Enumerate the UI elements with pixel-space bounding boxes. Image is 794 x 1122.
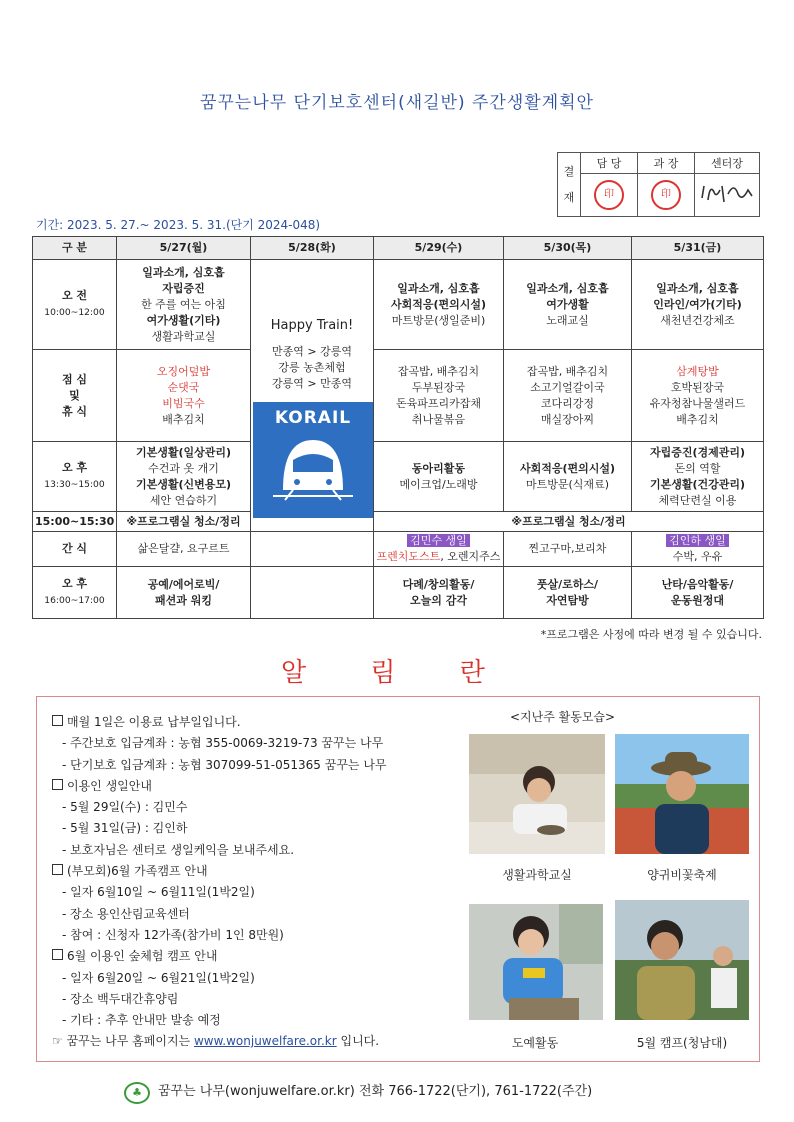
cell-wed-snack bbox=[374, 532, 504, 567]
photo-camp bbox=[615, 900, 749, 1020]
notice-sub: - 장소 백두대간휴양림 bbox=[62, 991, 179, 1006]
notice-sub: - 주간보호 입금계좌 : 농협 355-0069-3219-73 꿈꾸는 나무 bbox=[62, 736, 384, 751]
row-label-cleanup: 15:00~15:30 bbox=[33, 512, 117, 532]
line: 취나물볶음 bbox=[411, 412, 466, 426]
cell-fri-snack bbox=[632, 532, 764, 567]
homepage-line bbox=[52, 1031, 452, 1052]
seal-icon: 印 bbox=[594, 180, 624, 210]
stamp-staff bbox=[581, 174, 638, 217]
day-header: 5/30(목) bbox=[504, 237, 632, 260]
line: 다례/창의활동/ bbox=[402, 577, 475, 591]
checkbox-square-icon bbox=[52, 864, 63, 875]
line: 풋살/로하스/ bbox=[536, 577, 599, 591]
line: 패션과 워킹 bbox=[155, 593, 212, 607]
approval-gyeol: 결 bbox=[563, 164, 575, 178]
stamp-manager bbox=[638, 174, 695, 217]
line: 수건과 옷 개기 bbox=[148, 461, 219, 475]
cell-thu-morning bbox=[504, 260, 632, 350]
line: 자연탐방 bbox=[546, 593, 589, 607]
notice-sub: - 일자 6월10일 ~ 6월11일(1박2일) bbox=[62, 885, 255, 900]
line: 호박된장국 bbox=[670, 380, 725, 394]
notice-sub: - 5월 31일(금) : 김인하 bbox=[62, 821, 188, 836]
notice-head bbox=[52, 946, 452, 967]
line: 기본생활(일상관리) bbox=[135, 445, 232, 459]
line: 공예/에어로빅/ bbox=[147, 577, 220, 591]
label: 오 후 bbox=[61, 461, 88, 474]
cell-wed-lunch bbox=[374, 350, 504, 442]
photo-poppy-festival bbox=[615, 734, 749, 854]
table-header-row bbox=[33, 237, 764, 260]
line: 삼계탕밥 bbox=[676, 364, 719, 378]
cell-mon-morning bbox=[117, 260, 251, 350]
notice-sub: - 보호자님은 센터로 생일케익을 보내주세요. bbox=[62, 842, 295, 857]
line: 사회적응(편의시설) bbox=[519, 461, 616, 475]
korail-text: KORAIL bbox=[274, 408, 352, 428]
notice-text: 이용인 생일안내 bbox=[67, 778, 152, 793]
label: 오 전 bbox=[61, 289, 88, 302]
cell-mon-snack: 삶은달걀, 요구르트 bbox=[117, 532, 251, 567]
page-title: 꿈꾸는나무 단기보호센터(새길반) 주간생활계획안 bbox=[200, 93, 594, 113]
notice-text: (부모회)6월 가족캠프 안내 bbox=[67, 864, 208, 879]
line: 돈의 역할 bbox=[674, 461, 721, 475]
cell-tue-snack bbox=[251, 532, 374, 567]
row-label-morning bbox=[33, 260, 117, 350]
line: 잡곡밥, 배추김치 bbox=[397, 364, 480, 378]
cell-thu-pm2 bbox=[504, 567, 632, 619]
cell-fri-pm2 bbox=[632, 567, 764, 619]
table-row bbox=[33, 350, 764, 442]
line: 사회적응(편의시설) bbox=[390, 297, 487, 311]
notice-sub: - 기타 : 추후 안내만 발송 예정 bbox=[62, 1013, 221, 1028]
line: 메이크업/노래방 bbox=[399, 477, 478, 491]
cell-thu-snack: 찐고구마,보리차 bbox=[504, 532, 632, 567]
line: 기본생활(신변용모) bbox=[135, 477, 232, 491]
line: 돈육파프리카잡채 bbox=[395, 396, 481, 410]
notice-sub: - 일자 6월20일 ~ 6월21일(1박2일) bbox=[62, 970, 255, 985]
role-manager: 과 장 bbox=[638, 153, 695, 174]
route-line: 만종역 > 강릉역 bbox=[272, 345, 352, 358]
train-icon bbox=[263, 430, 363, 502]
notice-sub: - 장소 용인산림교육센터 bbox=[62, 906, 190, 921]
line: 인라인/여가(기타) bbox=[653, 297, 742, 311]
table-row bbox=[33, 532, 764, 567]
line: 배추김치 bbox=[676, 412, 719, 426]
day-header: 5/28(화) bbox=[251, 237, 374, 260]
homepage-link[interactable]: www.wonjuwelfare.or.kr bbox=[193, 1034, 337, 1049]
cell-wed-afternoon bbox=[374, 442, 504, 512]
line: 순댓국 bbox=[167, 380, 200, 394]
cell-tue-pm2 bbox=[251, 567, 374, 619]
line: 동아리활동 bbox=[411, 461, 466, 475]
signature-icon bbox=[698, 180, 756, 206]
checkbox-square-icon bbox=[52, 715, 63, 726]
cell-mon-pm2 bbox=[117, 567, 251, 619]
notice-head bbox=[52, 776, 452, 797]
photo-caption: 생활과학교실 bbox=[502, 868, 572, 882]
line: 체력단련실 이용 bbox=[658, 493, 737, 507]
line: 여가생활 bbox=[546, 297, 589, 311]
notice-head bbox=[52, 861, 452, 882]
photo-caption: 도예활동 bbox=[511, 1036, 559, 1050]
notice-list bbox=[52, 712, 452, 1053]
notice-sub: - 참여 : 신청자 12가족(참가비 1인 8만원) bbox=[62, 927, 284, 942]
line: 잡곡밥, 배추김치 bbox=[526, 364, 609, 378]
table-row bbox=[33, 260, 764, 350]
approval-jae: 재 bbox=[563, 190, 575, 204]
tree-logo-icon: ♣ bbox=[124, 1082, 150, 1104]
line: 매실장아찌 bbox=[540, 412, 595, 426]
line: 일과소개, 심호흡 bbox=[526, 281, 609, 295]
label: 오 후 bbox=[61, 577, 88, 590]
line: 오징어덮밥 bbox=[156, 364, 211, 378]
line: 오늘의 감각 bbox=[410, 593, 467, 607]
line: 여가생활(기타) bbox=[146, 313, 221, 327]
header-label: 구 분 bbox=[33, 237, 117, 260]
day-header: 5/31(금) bbox=[632, 237, 764, 260]
line: 자립증진 bbox=[162, 281, 205, 295]
notice-sub: - 5월 29일(수) : 김민수 bbox=[62, 800, 188, 815]
line: 노래교실 bbox=[546, 313, 589, 327]
line: 마트방문(식재료) bbox=[526, 477, 609, 491]
line: 기본생활(건강관리) bbox=[649, 477, 746, 491]
birthday-highlight: 김인하 생일 bbox=[666, 534, 729, 547]
route-line: 강릉 농촌체험 bbox=[278, 361, 346, 374]
role-director: 센터장 bbox=[695, 153, 760, 174]
table-row bbox=[33, 512, 764, 532]
cell-wed-morning bbox=[374, 260, 504, 350]
label: 점 심 bbox=[61, 372, 88, 386]
checkbox-square-icon bbox=[52, 949, 63, 960]
row-label-snack: 간 식 bbox=[33, 532, 117, 567]
line: 생활과학교실 bbox=[151, 329, 216, 343]
row-label-pm2 bbox=[33, 567, 117, 619]
line: 일과소개, 심호흡 bbox=[142, 265, 225, 279]
cell-fri-lunch bbox=[632, 350, 764, 442]
notice-head bbox=[52, 712, 452, 733]
line: 두부된장국 bbox=[411, 380, 466, 394]
route-line: 강릉역 > 만종역 bbox=[272, 377, 352, 390]
seal-icon: 印 bbox=[651, 180, 681, 210]
line: 자립증진(경제관리) bbox=[649, 445, 746, 459]
notice-sub: - 단기보호 입금계좌 : 농협 307099-51-051365 꿈꾸는 나무 bbox=[62, 757, 387, 772]
time: 10:00~12:00 bbox=[44, 307, 105, 318]
label: 휴 식 bbox=[61, 404, 88, 418]
photo-ceramics bbox=[469, 904, 603, 1020]
line: 배추김치 bbox=[162, 412, 205, 426]
notice-title: 알 림 란 bbox=[281, 658, 513, 688]
table-row bbox=[33, 442, 764, 512]
cell-fri-afternoon bbox=[632, 442, 764, 512]
cell-cleanup-wed-fri: ※프로그램실 청소/정리 bbox=[374, 512, 764, 532]
homepage-suffix: 입니다. bbox=[336, 1034, 380, 1049]
photo-caption: 5월 캠프(청남대) bbox=[636, 1036, 728, 1050]
label: 및 bbox=[69, 388, 80, 402]
period-text: 기간: 2023. 5. 27.~ 2023. 5. 31.(단기 2024-048) bbox=[36, 218, 321, 232]
happy-train-text: Happy Train! bbox=[270, 318, 354, 333]
schedule-table bbox=[32, 236, 764, 619]
cell-mon-lunch bbox=[117, 350, 251, 442]
cell-mon-cleanup: ※프로그램실 청소/정리 bbox=[117, 512, 251, 532]
day-header: 5/29(수) bbox=[374, 237, 504, 260]
footer-text: 꿈꾸는 나무(wonjuwelfare.or.kr) 전화 766-1722(단기), 761-1722(주간) bbox=[158, 1084, 593, 1099]
table-row bbox=[33, 567, 764, 619]
homepage-prefix: ☞ 꿈꾸는 나무 홈페이지는 bbox=[52, 1034, 194, 1049]
line: 난타/음악활동/ bbox=[661, 577, 734, 591]
photo-caption: 양귀비꽃축제 bbox=[647, 868, 717, 882]
cell-thu-lunch bbox=[504, 350, 632, 442]
line: 유자청참나물샐러드 bbox=[649, 396, 746, 410]
snack-text: 수박, 우유 bbox=[672, 550, 723, 563]
signature-director bbox=[695, 174, 760, 217]
cell-mon-afternoon bbox=[117, 442, 251, 512]
row-label-afternoon bbox=[33, 442, 117, 512]
row-label-lunch bbox=[33, 350, 117, 442]
line: 코다리강정 bbox=[540, 396, 595, 410]
cell-thu-afternoon bbox=[504, 442, 632, 512]
time: 13:30~15:00 bbox=[44, 479, 105, 490]
line: 비빔국수 bbox=[162, 396, 205, 410]
cell-wed-pm2 bbox=[374, 567, 504, 619]
line: 한 주를 여는 아침 bbox=[141, 297, 226, 311]
snack-red: 프렌치도스트 bbox=[376, 550, 441, 563]
line: 일과소개, 심호흡 bbox=[656, 281, 739, 295]
snack-text: , 오렌지주스 bbox=[440, 550, 501, 563]
korail-logo bbox=[253, 402, 373, 518]
photos-title: <지난주 활동모습> bbox=[510, 710, 616, 724]
checkbox-square-icon bbox=[52, 779, 63, 790]
signature bbox=[698, 191, 756, 210]
cell-tue-happy-train bbox=[251, 260, 374, 532]
approval-label bbox=[558, 153, 581, 217]
line: 운동원정대 bbox=[670, 593, 725, 607]
line: 소고기얼갈이국 bbox=[530, 380, 605, 394]
role-staff: 담 당 bbox=[581, 153, 638, 174]
line: 세안 연습하기 bbox=[149, 493, 218, 507]
schedule-note: *프로그램은 사정에 따라 변경 될 수 있습니다. bbox=[540, 628, 762, 641]
approval-box bbox=[557, 152, 760, 217]
notice-text: 매월 1일은 이용료 납부일입니다. bbox=[67, 715, 241, 729]
day-header: 5/27(월) bbox=[117, 237, 251, 260]
notice-text: 6월 이용인 숲체험 캠프 안내 bbox=[67, 949, 218, 964]
birthday-highlight: 김민수 생일 bbox=[407, 534, 470, 547]
line: 일과소개, 심호흡 bbox=[397, 281, 480, 295]
line: 마트방문(생일준비) bbox=[391, 313, 486, 327]
time: 16:00~17:00 bbox=[44, 595, 105, 606]
line: 새천년건강체조 bbox=[660, 313, 735, 327]
cell-fri-morning bbox=[632, 260, 764, 350]
photo-science-class bbox=[469, 734, 605, 854]
